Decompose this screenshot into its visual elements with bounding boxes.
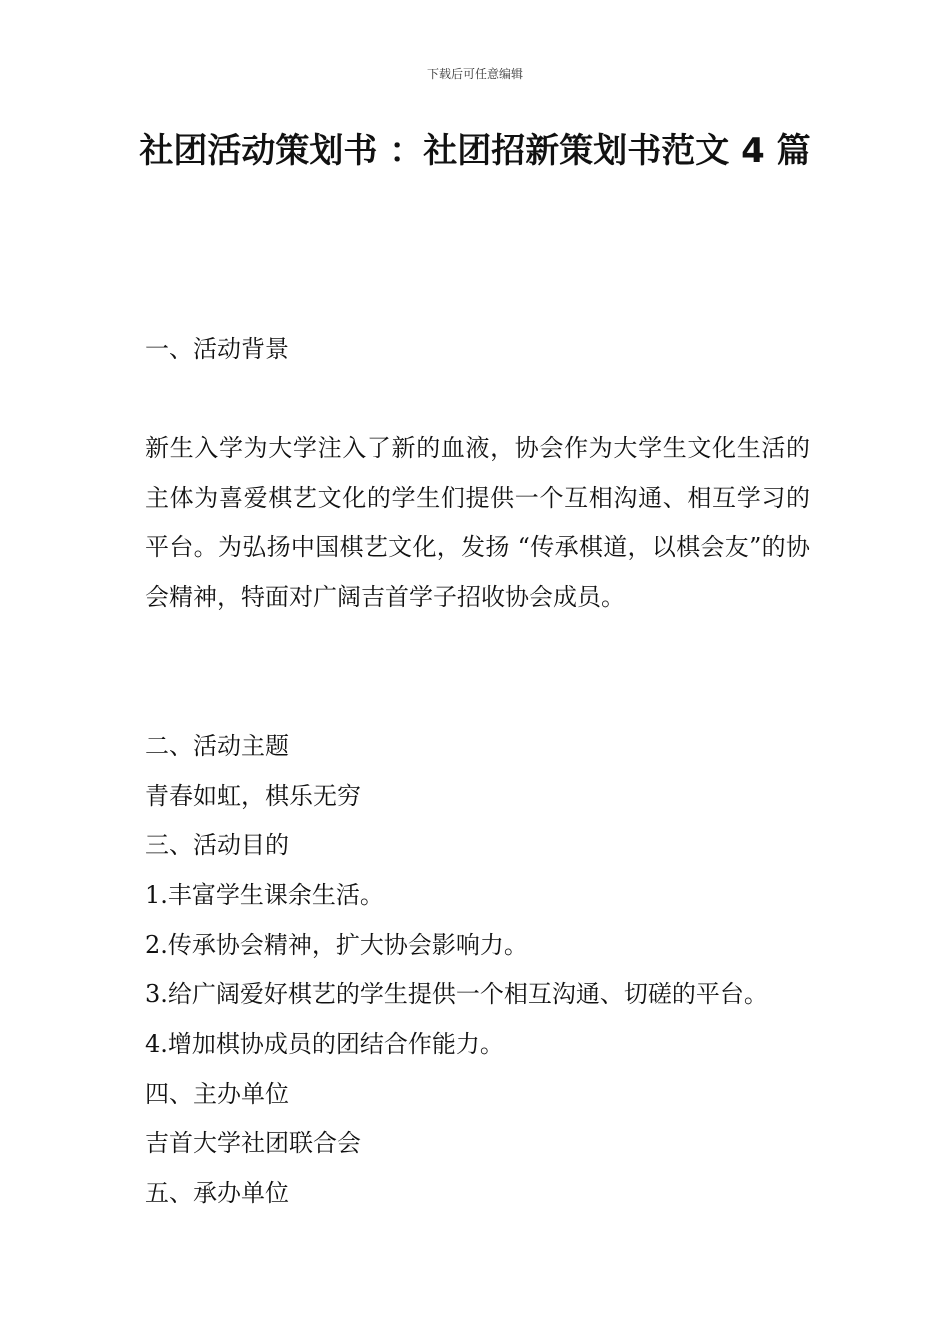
purpose-item-2: 2.传承协会精神，扩大协会影响力。	[145, 931, 528, 959]
background-paragraph: 新生入学为大学注入了新的血液，协会作为大学生文化生活的主体为喜爱棋艺文化的学生们提供一个互相沟通、相互学习的平台。为弘扬中国棋艺文化，发扬 “传承棋道，以棋会友”的协会精神，特面对广阔吉首学子招收协会成员。	[145, 434, 810, 611]
header-note: 下载后可任意编辑	[426, 67, 523, 81]
document-title: 社团活动策划书 ：社团招新策划书范文 4 篇	[139, 131, 811, 171]
theme-text: 青春如虹，棋乐无穷	[145, 782, 361, 810]
purpose-item-3: 3.给广阔爱好棋艺的学生提供一个相互沟通、切磋的平台。	[145, 980, 768, 1008]
theme-heading: 二、活动主题	[145, 732, 289, 760]
background-heading: 一、活动背景	[145, 335, 289, 363]
purpose-item-4: 4.增加棋协成员的团结合作能力。	[145, 1030, 504, 1058]
host-text: 吉首大学社团联合会	[145, 1129, 361, 1157]
purpose-heading: 三、活动目的	[145, 831, 289, 859]
organizer-heading: 五、承办单位	[145, 1179, 289, 1207]
host-heading: 四、主办单位	[145, 1080, 289, 1108]
purpose-item-1: 1.丰富学生课余生活。	[145, 881, 384, 909]
